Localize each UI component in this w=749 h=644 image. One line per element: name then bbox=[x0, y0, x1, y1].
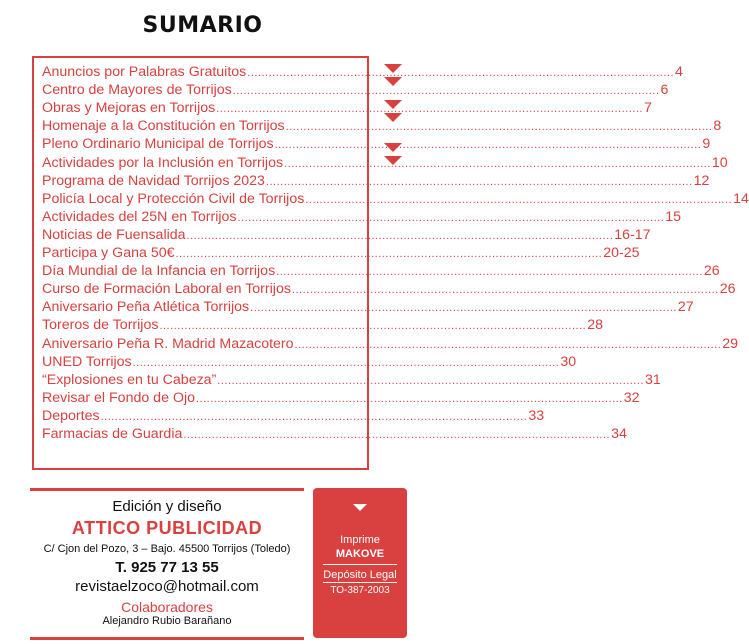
toc-leader-dots: ........................................................................................................................ bbox=[250, 302, 677, 315]
toc-entry-label: Aniversario Peña R. Madrid Mazacotero bbox=[42, 335, 294, 352]
toc-entry-page: 6 bbox=[660, 82, 669, 99]
toc-entry bbox=[42, 316, 603, 334]
toc-entry-label: Homenaje a la Constitución en Torrijos bbox=[42, 118, 285, 135]
toc-entry-label: Noticias de Fuensalida bbox=[42, 226, 186, 243]
toc-leader-dots: ........................................................................................................................ bbox=[159, 320, 587, 333]
toc-leader-dots: ........................................................................................................................ bbox=[196, 392, 623, 405]
toc-entry-page: 32 bbox=[623, 389, 640, 406]
toc-entry-label: “Explosiones en tu Cabeza” bbox=[42, 371, 217, 388]
toc-entry bbox=[42, 63, 683, 81]
toc-entry-page: 12 bbox=[693, 172, 710, 189]
toc-entry-page: 26 bbox=[703, 263, 720, 280]
toc-leader-dots: ........................................................................................................................ bbox=[291, 284, 719, 297]
company-email: revistaelzoco@hotmail.com bbox=[75, 578, 259, 595]
toc-entry-page: 8 bbox=[713, 118, 722, 135]
table-of-contents bbox=[42, 63, 749, 443]
toc-entry-page: 15 bbox=[665, 208, 682, 225]
toc-entry-page: 27 bbox=[677, 299, 694, 316]
toc-leader-dots: ........................................................................................................................ bbox=[183, 428, 611, 441]
legal-deposit-number: TO-387-2003 bbox=[330, 585, 390, 596]
toc-entry-page: 28 bbox=[587, 317, 603, 334]
toc-leader-dots: ........................................................................................................................ bbox=[285, 121, 713, 134]
toc-entry-page: 33 bbox=[528, 407, 545, 424]
toc-entry-page: 10 bbox=[711, 154, 728, 171]
divider bbox=[323, 582, 397, 583]
toc-leader-dots: ........................................................................................................................ bbox=[232, 85, 660, 98]
toc-entry bbox=[42, 244, 640, 262]
decor-arrows-1 bbox=[384, 64, 406, 90]
chevron-down-icon bbox=[384, 100, 402, 109]
collaborator-name: Alejandro Rubio Barañano bbox=[102, 615, 232, 627]
toc-entry bbox=[42, 135, 711, 153]
toc-entry bbox=[42, 353, 577, 371]
toc-entry-label: Toreros de Torrijos bbox=[42, 317, 159, 334]
toc-entry-page: 16-17 bbox=[614, 226, 651, 243]
toc-entry-label: Obras y Mejoras en Torrijos bbox=[42, 100, 216, 117]
toc-entry-label: Día Mundial de la Infancia en Torrijos bbox=[42, 263, 276, 280]
toc-leader-dots: ........................................................................................................................ bbox=[294, 338, 722, 351]
toc-entry bbox=[42, 99, 652, 117]
toc-entry bbox=[42, 298, 694, 316]
company-name: ATTICO PUBLICIDAD bbox=[71, 518, 263, 538]
toc-entry-page: 14 bbox=[733, 190, 749, 207]
toc-entry-page: 30 bbox=[560, 353, 577, 370]
toc-entry-page: 26 bbox=[719, 281, 736, 298]
toc-entry-label: Programa de Navidad Torrijos 2023 bbox=[42, 172, 265, 189]
toc-entry-page: 31 bbox=[645, 371, 661, 388]
toc-entry-page: 29 bbox=[722, 335, 739, 352]
toc-entry bbox=[42, 190, 749, 208]
toc-entry bbox=[42, 407, 545, 425]
toc-entry-label: Curso de Formación Laboral en Torrijos bbox=[42, 281, 291, 298]
printer-info-box bbox=[313, 488, 407, 638]
toc-entry-label: Aniversario Peña Atlética Torrijos bbox=[42, 299, 250, 316]
printer-name: MAKOVE bbox=[335, 548, 385, 560]
toc-entry bbox=[42, 262, 720, 280]
toc-entry-page: 34 bbox=[611, 425, 627, 442]
toc-entry bbox=[42, 371, 661, 389]
toc-entry-label: Participa y Gana 50€ bbox=[42, 245, 175, 262]
toc-entry-label: Actividades por la Inclusión en Torrijos bbox=[42, 154, 284, 171]
printed-by-label: Imprime bbox=[340, 534, 380, 546]
toc-leader-dots: ........................................................................................................................ bbox=[276, 266, 703, 279]
credits-top-rule bbox=[30, 488, 304, 491]
chevron-down-icon bbox=[384, 143, 402, 152]
collaborators-label: Colaboradores bbox=[121, 599, 213, 615]
credits-heading: Edición y diseño bbox=[112, 498, 222, 515]
legal-deposit-label: Depósito Legal bbox=[323, 569, 397, 581]
toc-leader-dots: ........................................................................................................................ bbox=[100, 410, 528, 423]
toc-leader-dots: ........................................................................................................................ bbox=[217, 374, 645, 387]
toc-entry-label: Centro de Mayores de Torrijos bbox=[42, 82, 232, 99]
toc-entry bbox=[42, 117, 722, 135]
toc-leader-dots: ........................................................................................................................ bbox=[186, 229, 614, 242]
company-address: C/ Cjon del Pozo, 3 – Bajo. 45500 Torrijos (Toledo) bbox=[43, 543, 291, 555]
toc-entry bbox=[42, 389, 640, 407]
toc-entry bbox=[42, 425, 627, 443]
decor-arrows-2 bbox=[384, 100, 406, 126]
chevron-down-icon bbox=[384, 156, 402, 165]
toc-entry-label: Farmacias de Guardia bbox=[42, 425, 183, 442]
toc-entry bbox=[42, 153, 728, 171]
company-phone: T. 925 77 13 55 bbox=[115, 559, 219, 576]
page-title: SUMARIO bbox=[142, 13, 263, 38]
toc-entry-page: 7 bbox=[643, 100, 652, 117]
toc-leader-dots: ........................................................................................................................ bbox=[274, 139, 702, 152]
toc-leader-dots: ........................................................................................................................ bbox=[132, 356, 560, 369]
decor-arrows-3 bbox=[384, 143, 406, 169]
chevron-down-icon bbox=[384, 64, 402, 73]
toc-entry bbox=[42, 81, 669, 99]
toc-entry-label: Actividades del 25N en Torrijos bbox=[42, 208, 237, 225]
toc-leader-dots: ........................................................................................................................ bbox=[237, 211, 665, 224]
chevron-down-icon bbox=[384, 77, 402, 86]
toc-entry-page: 20-25 bbox=[603, 245, 640, 262]
toc-entry-label: Deportes bbox=[42, 407, 100, 424]
credits-bottom-rule bbox=[30, 637, 304, 640]
chevron-down-icon bbox=[353, 504, 367, 511]
toc-entry bbox=[42, 280, 736, 298]
credits-block bbox=[30, 498, 304, 627]
toc-entry bbox=[42, 172, 710, 190]
toc-entry-label: Anuncios por Palabras Gratuitos bbox=[42, 64, 247, 81]
toc-leader-dots: ........................................................................................................................ bbox=[175, 248, 603, 261]
toc-leader-dots: ........................................................................................................................ bbox=[305, 193, 733, 206]
toc-leader-dots: ........................................................................................................................ bbox=[216, 103, 643, 116]
divider bbox=[323, 564, 397, 565]
toc-entry-page: 9 bbox=[702, 136, 711, 153]
toc-entry bbox=[42, 226, 651, 244]
chevron-down-icon bbox=[384, 113, 402, 122]
toc-entry-label: Pleno Ordinario Municipal de Torrijos bbox=[42, 136, 274, 153]
toc-entry-page: 4 bbox=[675, 64, 683, 81]
toc-entry bbox=[42, 334, 739, 352]
toc-entry-label: Revisar el Fondo de Ojo bbox=[42, 389, 195, 406]
toc-leader-dots: ........................................................................................................................ bbox=[247, 67, 675, 80]
toc-entry-label: Policía Local y Protección Civil de Torrijos bbox=[42, 190, 305, 207]
toc-leader-dots: ........................................................................................................................ bbox=[284, 157, 711, 170]
toc-leader-dots: ........................................................................................................................ bbox=[265, 175, 693, 188]
toc-entry bbox=[42, 208, 682, 226]
toc-entry-label: UNED Torrijos bbox=[42, 353, 132, 370]
